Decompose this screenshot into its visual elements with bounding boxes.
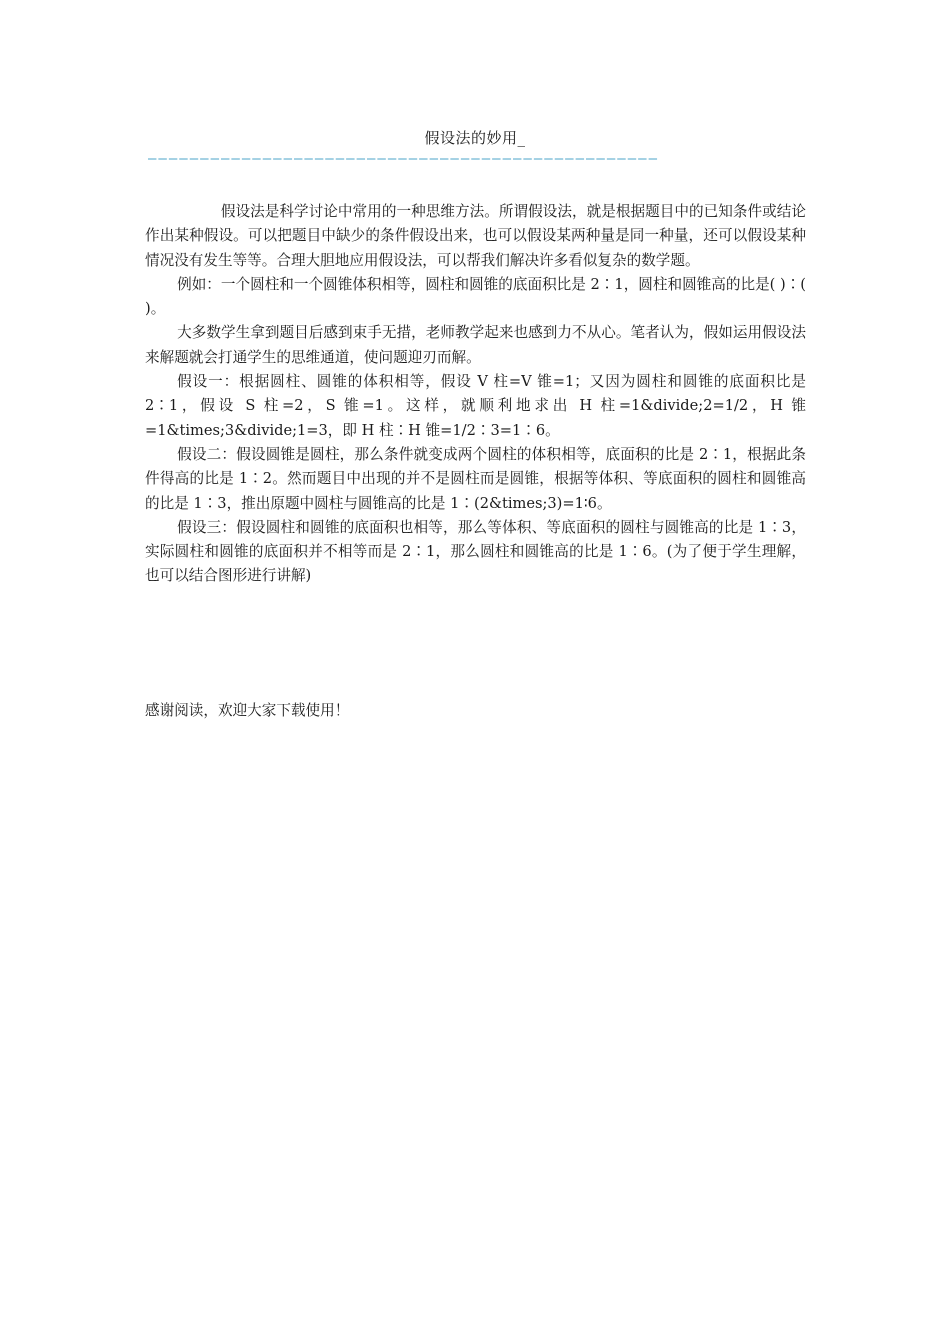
closing-note: 感谢阅读，欢迎大家下载使用！ xyxy=(145,702,350,719)
paragraph-intro: 假设法是科学讨论中常用的一种思维方法。所谓假设法，就是根据题目中的已知条件或结论作出某种假设。可以把题目中缺少的条件假设出来，也可以假设某两种量是同一种量，还可以假设某种情况没有发生等等。合理大胆地应用假设法，可以帮我们解决许多看似复杂的数学题。 xyxy=(145,203,806,269)
title-divider: ————————————————————————————————————————————————— xyxy=(148,152,660,166)
paragraph-hypothesis-1: 假设一：根据圆柱、圆锥的体积相等，假设 V 柱=V 锥=1；又因为圆柱和圆锥的底面积比是 2∶1，假设 S 柱=2，S 锥=1。这样，就顺利地求出 H 柱=1&divide;2=1/2，H 锥=1&times;3&divide;1=3，即 H 柱∶H 锥=1/2∶3=1∶6。 xyxy=(145,373,806,439)
paragraph-hypothesis-3: 假设三：假设圆柱和圆锥的底面积也相等，那么等体积、等底面积的圆柱与圆锥高的比是 1∶3，实际圆柱和圆锥的底面积并不相等而是 2∶1，那么圆柱和圆锥高的比是 1∶6。(为了便于学生理解，也可以结合图形进行讲解) xyxy=(145,518,806,585)
document-body xyxy=(145,200,806,589)
paragraph-commentary: 大多数学生拿到题目后感到束手无措，老师教学起来也感到力不从心。笔者认为，假如运用假设法来解题就会打通学生的思维通道，使问题迎刃而解。 xyxy=(145,324,806,366)
paragraph-hypothesis-2: 假设二：假设圆锥是圆柱，那么条件就变成两个圆柱的体积相等，底面积的比是 2∶1，根据此条件得高的比是 1∶2。然而题目中出现的并不是圆柱而是圆锥，根据等体积、等底面积的圆柱和圆锥高的比是 1∶3，推出原题中圆柱与圆锥高的比是 1∶(2&times;3)=1∶6。 xyxy=(145,445,806,512)
paragraph-example: 例如：一个圆柱和一个圆锥体积相等，圆柱和圆锥的底面积比是 2∶1，圆柱和圆锥高的比是( )∶( )。 xyxy=(145,275,806,318)
document-title: 假设法的妙用_ xyxy=(424,129,526,147)
